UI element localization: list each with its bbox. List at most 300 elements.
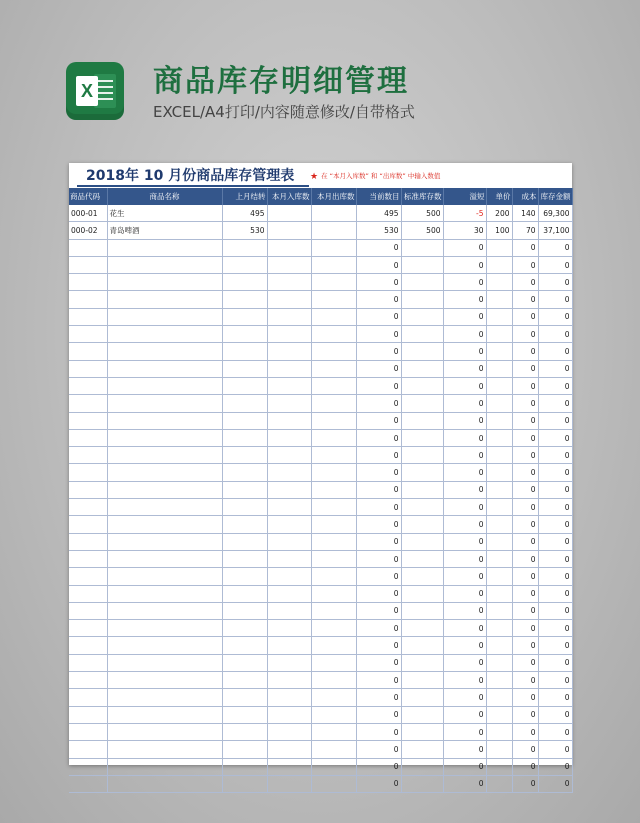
table-cell[interactable]: 37,100 bbox=[538, 222, 572, 239]
table-cell[interactable] bbox=[401, 308, 443, 325]
table-cell[interactable] bbox=[267, 741, 311, 758]
table-cell[interactable]: 0 bbox=[512, 499, 538, 516]
table-cell[interactable]: 495 bbox=[356, 205, 401, 222]
table-cell[interactable]: 0 bbox=[538, 360, 572, 377]
table-cell[interactable]: 0 bbox=[356, 481, 401, 498]
table-cell[interactable] bbox=[401, 758, 443, 775]
table-cell[interactable] bbox=[486, 533, 512, 550]
table-cell[interactable]: 0 bbox=[512, 620, 538, 637]
table-cell[interactable]: 0 bbox=[512, 706, 538, 723]
table-cell[interactable]: 0 bbox=[443, 326, 486, 343]
table-cell[interactable]: 0 bbox=[356, 429, 401, 446]
table-cell[interactable]: 0 bbox=[512, 360, 538, 377]
table-cell[interactable]: 70 bbox=[512, 222, 538, 239]
table-cell[interactable] bbox=[107, 447, 222, 464]
table-cell[interactable] bbox=[401, 343, 443, 360]
table-cell[interactable] bbox=[267, 620, 311, 637]
table-cell[interactable]: 0 bbox=[538, 620, 572, 637]
table-cell[interactable]: 0 bbox=[512, 741, 538, 758]
table-cell[interactable] bbox=[107, 360, 222, 377]
table-cell[interactable] bbox=[107, 689, 222, 706]
table-cell[interactable] bbox=[311, 360, 356, 377]
table-cell[interactable]: 0 bbox=[512, 689, 538, 706]
table-cell[interactable] bbox=[311, 775, 356, 792]
table-cell[interactable] bbox=[267, 758, 311, 775]
table-cell[interactable] bbox=[311, 568, 356, 585]
table-cell[interactable]: 0 bbox=[443, 464, 486, 481]
table-cell[interactable] bbox=[222, 308, 267, 325]
table-cell[interactable] bbox=[222, 326, 267, 343]
table-cell[interactable]: 0 bbox=[443, 620, 486, 637]
table-cell[interactable] bbox=[107, 499, 222, 516]
table-cell[interactable]: 200 bbox=[486, 205, 512, 222]
table-cell[interactable] bbox=[311, 516, 356, 533]
table-cell[interactable] bbox=[486, 568, 512, 585]
table-cell[interactable]: 0 bbox=[512, 637, 538, 654]
table-cell[interactable] bbox=[267, 672, 311, 689]
table-cell[interactable] bbox=[267, 637, 311, 654]
table-cell[interactable] bbox=[69, 464, 107, 481]
table-cell[interactable]: 0 bbox=[538, 343, 572, 360]
table-cell[interactable] bbox=[311, 308, 356, 325]
table-cell[interactable] bbox=[69, 326, 107, 343]
table-cell[interactable] bbox=[401, 620, 443, 637]
table-cell[interactable]: 0 bbox=[538, 775, 572, 792]
table-cell[interactable]: 0 bbox=[443, 550, 486, 567]
table-cell[interactable] bbox=[486, 464, 512, 481]
table-cell[interactable] bbox=[486, 481, 512, 498]
table-cell[interactable] bbox=[267, 464, 311, 481]
table-cell[interactable] bbox=[486, 689, 512, 706]
table-cell[interactable] bbox=[107, 412, 222, 429]
table-cell[interactable] bbox=[486, 706, 512, 723]
table-cell[interactable]: 0 bbox=[538, 395, 572, 412]
table-cell[interactable] bbox=[222, 568, 267, 585]
table-cell[interactable] bbox=[222, 256, 267, 273]
table-cell[interactable]: 0 bbox=[443, 447, 486, 464]
table-cell[interactable] bbox=[222, 239, 267, 256]
table-cell[interactable] bbox=[107, 481, 222, 498]
table-cell[interactable] bbox=[311, 741, 356, 758]
table-cell[interactable] bbox=[69, 775, 107, 792]
table-cell[interactable]: 0 bbox=[356, 637, 401, 654]
table-cell[interactable] bbox=[486, 256, 512, 273]
table-cell[interactable]: 0 bbox=[538, 637, 572, 654]
table-cell[interactable]: 0 bbox=[356, 308, 401, 325]
table-cell[interactable] bbox=[267, 585, 311, 602]
table-cell[interactable]: 0 bbox=[443, 602, 486, 619]
table-cell[interactable]: 0 bbox=[443, 499, 486, 516]
table-cell[interactable]: 0 bbox=[538, 723, 572, 740]
table-cell[interactable] bbox=[222, 637, 267, 654]
table-cell[interactable]: 0 bbox=[443, 741, 486, 758]
table-cell[interactable]: 0 bbox=[443, 672, 486, 689]
table-cell[interactable] bbox=[222, 343, 267, 360]
table-cell[interactable] bbox=[486, 360, 512, 377]
table-cell[interactable]: 500 bbox=[401, 205, 443, 222]
table-cell[interactable] bbox=[311, 689, 356, 706]
table-cell[interactable] bbox=[267, 326, 311, 343]
table-cell[interactable] bbox=[267, 689, 311, 706]
table-cell[interactable] bbox=[69, 741, 107, 758]
table-cell[interactable] bbox=[311, 447, 356, 464]
table-cell[interactable] bbox=[267, 412, 311, 429]
table-cell[interactable] bbox=[69, 360, 107, 377]
table-cell[interactable] bbox=[222, 758, 267, 775]
table-cell[interactable]: 0 bbox=[538, 274, 572, 291]
table-cell[interactable]: 0 bbox=[538, 741, 572, 758]
table-cell[interactable]: 0 bbox=[512, 291, 538, 308]
table-cell[interactable]: 花生 bbox=[107, 205, 222, 222]
table-cell[interactable] bbox=[401, 654, 443, 671]
table-cell[interactable]: 0 bbox=[512, 481, 538, 498]
table-cell[interactable] bbox=[222, 377, 267, 394]
table-cell[interactable] bbox=[311, 377, 356, 394]
table-cell[interactable] bbox=[401, 291, 443, 308]
table-cell[interactable] bbox=[401, 274, 443, 291]
table-cell[interactable] bbox=[486, 291, 512, 308]
table-cell[interactable]: 0 bbox=[443, 758, 486, 775]
table-cell[interactable]: 0 bbox=[443, 723, 486, 740]
table-cell[interactable]: 0 bbox=[538, 568, 572, 585]
table-cell[interactable]: 0 bbox=[356, 516, 401, 533]
table-cell[interactable]: 0 bbox=[538, 758, 572, 775]
table-cell[interactable]: 0 bbox=[443, 395, 486, 412]
table-cell[interactable] bbox=[69, 239, 107, 256]
table-cell[interactable] bbox=[486, 775, 512, 792]
table-cell[interactable] bbox=[486, 377, 512, 394]
table-cell[interactable] bbox=[107, 723, 222, 740]
table-cell[interactable]: 0 bbox=[443, 429, 486, 446]
table-cell[interactable]: 0 bbox=[538, 377, 572, 394]
table-cell[interactable]: 0 bbox=[538, 412, 572, 429]
table-cell[interactable] bbox=[222, 447, 267, 464]
table-cell[interactable] bbox=[311, 654, 356, 671]
table-cell[interactable]: 0 bbox=[512, 775, 538, 792]
table-cell[interactable]: 0 bbox=[538, 429, 572, 446]
table-cell[interactable] bbox=[267, 343, 311, 360]
table-cell[interactable] bbox=[486, 343, 512, 360]
table-cell[interactable] bbox=[107, 343, 222, 360]
table-cell[interactable]: 0 bbox=[356, 291, 401, 308]
table-cell[interactable]: 0 bbox=[443, 568, 486, 585]
table-cell[interactable] bbox=[107, 256, 222, 273]
table-cell[interactable] bbox=[107, 464, 222, 481]
table-cell[interactable] bbox=[486, 723, 512, 740]
table-cell[interactable]: 0 bbox=[443, 775, 486, 792]
table-cell[interactable]: 0 bbox=[356, 533, 401, 550]
table-cell[interactable] bbox=[69, 654, 107, 671]
table-cell[interactable]: 0 bbox=[443, 239, 486, 256]
table-cell[interactable]: 0 bbox=[356, 602, 401, 619]
table-cell[interactable] bbox=[69, 447, 107, 464]
table-cell[interactable]: 0 bbox=[443, 637, 486, 654]
table-cell[interactable] bbox=[222, 672, 267, 689]
table-cell[interactable] bbox=[267, 723, 311, 740]
table-cell[interactable] bbox=[107, 585, 222, 602]
table-cell[interactable] bbox=[222, 481, 267, 498]
table-cell[interactable] bbox=[267, 239, 311, 256]
table-cell[interactable] bbox=[401, 464, 443, 481]
table-cell[interactable] bbox=[267, 481, 311, 498]
table-cell[interactable] bbox=[69, 256, 107, 273]
table-cell[interactable] bbox=[311, 499, 356, 516]
table-cell[interactable] bbox=[107, 550, 222, 567]
table-cell[interactable]: 0 bbox=[512, 395, 538, 412]
table-cell[interactable] bbox=[401, 568, 443, 585]
table-cell[interactable] bbox=[311, 429, 356, 446]
table-cell[interactable] bbox=[222, 429, 267, 446]
table-cell[interactable]: 0 bbox=[443, 308, 486, 325]
table-cell[interactable] bbox=[267, 516, 311, 533]
table-cell[interactable] bbox=[311, 723, 356, 740]
table-cell[interactable] bbox=[69, 343, 107, 360]
table-cell[interactable] bbox=[69, 706, 107, 723]
table-cell[interactable] bbox=[69, 620, 107, 637]
table-cell[interactable]: 0 bbox=[538, 256, 572, 273]
table-cell[interactable]: 0 bbox=[443, 481, 486, 498]
table-cell[interactable] bbox=[401, 412, 443, 429]
table-cell[interactable]: 0 bbox=[443, 291, 486, 308]
table-cell[interactable] bbox=[311, 620, 356, 637]
table-cell[interactable] bbox=[222, 499, 267, 516]
table-cell[interactable] bbox=[311, 343, 356, 360]
table-cell[interactable] bbox=[486, 585, 512, 602]
table-cell[interactable] bbox=[401, 516, 443, 533]
table-cell[interactable] bbox=[401, 723, 443, 740]
table-cell[interactable] bbox=[107, 516, 222, 533]
table-cell[interactable]: 0 bbox=[512, 308, 538, 325]
table-cell[interactable] bbox=[267, 274, 311, 291]
table-cell[interactable]: 0 bbox=[512, 377, 538, 394]
table-cell[interactable]: 0 bbox=[512, 568, 538, 585]
table-cell[interactable]: 30 bbox=[443, 222, 486, 239]
table-cell[interactable]: 0 bbox=[356, 256, 401, 273]
table-cell[interactable]: 0 bbox=[512, 654, 538, 671]
table-cell[interactable]: 0 bbox=[443, 654, 486, 671]
table-cell[interactable]: 0 bbox=[538, 291, 572, 308]
table-cell[interactable] bbox=[267, 429, 311, 446]
table-cell[interactable] bbox=[69, 550, 107, 567]
table-cell[interactable] bbox=[69, 723, 107, 740]
table-cell[interactable] bbox=[401, 672, 443, 689]
table-cell[interactable] bbox=[222, 533, 267, 550]
table-cell[interactable] bbox=[486, 499, 512, 516]
table-cell[interactable] bbox=[267, 568, 311, 585]
table-cell[interactable] bbox=[267, 533, 311, 550]
table-cell[interactable]: 0 bbox=[443, 689, 486, 706]
table-cell[interactable]: 530 bbox=[222, 222, 267, 239]
table-cell[interactable] bbox=[486, 395, 512, 412]
table-cell[interactable] bbox=[69, 395, 107, 412]
table-cell[interactable] bbox=[69, 377, 107, 394]
table-cell[interactable] bbox=[486, 654, 512, 671]
table-cell[interactable] bbox=[107, 620, 222, 637]
table-cell[interactable] bbox=[222, 689, 267, 706]
table-cell[interactable] bbox=[486, 550, 512, 567]
table-cell[interactable]: 0 bbox=[538, 533, 572, 550]
table-cell[interactable] bbox=[107, 291, 222, 308]
table-cell[interactable]: 0 bbox=[443, 706, 486, 723]
table-cell[interactable]: 0 bbox=[356, 239, 401, 256]
table-cell[interactable] bbox=[107, 533, 222, 550]
table-cell[interactable] bbox=[107, 377, 222, 394]
table-cell[interactable] bbox=[222, 395, 267, 412]
table-cell[interactable] bbox=[311, 706, 356, 723]
table-cell[interactable] bbox=[69, 585, 107, 602]
table-cell[interactable]: 0 bbox=[538, 602, 572, 619]
table-cell[interactable]: 0 bbox=[538, 499, 572, 516]
table-cell[interactable] bbox=[69, 689, 107, 706]
table-cell[interactable]: 0 bbox=[538, 516, 572, 533]
table-cell[interactable]: 0 bbox=[356, 654, 401, 671]
table-cell[interactable] bbox=[311, 464, 356, 481]
table-cell[interactable] bbox=[107, 308, 222, 325]
table-cell[interactable] bbox=[401, 741, 443, 758]
table-cell[interactable] bbox=[222, 602, 267, 619]
table-cell[interactable] bbox=[401, 377, 443, 394]
table-cell[interactable] bbox=[107, 568, 222, 585]
table-cell[interactable]: 0 bbox=[356, 377, 401, 394]
table-cell[interactable]: 0 bbox=[443, 256, 486, 273]
table-cell[interactable]: 0 bbox=[538, 585, 572, 602]
table-cell[interactable]: 0 bbox=[538, 239, 572, 256]
table-cell[interactable]: 0 bbox=[512, 274, 538, 291]
table-cell[interactable] bbox=[311, 395, 356, 412]
table-cell[interactable] bbox=[69, 516, 107, 533]
table-cell[interactable] bbox=[69, 274, 107, 291]
table-cell[interactable] bbox=[401, 585, 443, 602]
table-cell[interactable] bbox=[267, 602, 311, 619]
table-cell[interactable] bbox=[486, 620, 512, 637]
table-cell[interactable]: 0 bbox=[512, 239, 538, 256]
table-cell[interactable] bbox=[69, 499, 107, 516]
table-cell[interactable] bbox=[267, 499, 311, 516]
table-cell[interactable] bbox=[401, 550, 443, 567]
table-cell[interactable]: 0 bbox=[512, 464, 538, 481]
table-cell[interactable] bbox=[311, 412, 356, 429]
table-cell[interactable]: 0 bbox=[512, 533, 538, 550]
table-cell[interactable] bbox=[69, 672, 107, 689]
table-cell[interactable]: 0 bbox=[512, 585, 538, 602]
table-cell[interactable] bbox=[267, 706, 311, 723]
table-cell[interactable] bbox=[311, 256, 356, 273]
table-cell[interactable]: -5 bbox=[443, 205, 486, 222]
table-cell[interactable] bbox=[311, 637, 356, 654]
table-cell[interactable] bbox=[107, 602, 222, 619]
table-cell[interactable] bbox=[222, 585, 267, 602]
table-cell[interactable] bbox=[486, 741, 512, 758]
table-cell[interactable] bbox=[107, 239, 222, 256]
table-cell[interactable]: 0 bbox=[356, 412, 401, 429]
table-cell[interactable] bbox=[267, 308, 311, 325]
table-cell[interactable]: 0 bbox=[538, 689, 572, 706]
table-cell[interactable] bbox=[311, 758, 356, 775]
table-cell[interactable]: 0 bbox=[512, 758, 538, 775]
table-cell[interactable]: 0 bbox=[443, 585, 486, 602]
table-cell[interactable]: 0 bbox=[512, 602, 538, 619]
table-cell[interactable]: 0 bbox=[356, 758, 401, 775]
table-cell[interactable]: 0 bbox=[356, 568, 401, 585]
table-cell[interactable] bbox=[107, 741, 222, 758]
table-cell[interactable] bbox=[401, 239, 443, 256]
table-cell[interactable] bbox=[311, 205, 356, 222]
table-cell[interactable]: 000-01 bbox=[69, 205, 107, 222]
table-cell[interactable] bbox=[486, 412, 512, 429]
table-cell[interactable] bbox=[486, 274, 512, 291]
table-cell[interactable]: 0 bbox=[443, 360, 486, 377]
table-cell[interactable]: 0 bbox=[443, 533, 486, 550]
table-cell[interactable] bbox=[401, 775, 443, 792]
table-cell[interactable]: 0 bbox=[356, 585, 401, 602]
table-cell[interactable]: 530 bbox=[356, 222, 401, 239]
table-cell[interactable] bbox=[69, 758, 107, 775]
table-cell[interactable]: 0 bbox=[443, 377, 486, 394]
table-cell[interactable]: 0 bbox=[356, 360, 401, 377]
table-cell[interactable]: 0 bbox=[356, 775, 401, 792]
table-cell[interactable]: 0 bbox=[538, 481, 572, 498]
table-cell[interactable] bbox=[69, 637, 107, 654]
table-cell[interactable] bbox=[69, 602, 107, 619]
table-cell[interactable] bbox=[222, 360, 267, 377]
table-cell[interactable] bbox=[107, 274, 222, 291]
table-cell[interactable] bbox=[311, 602, 356, 619]
table-cell[interactable]: 0 bbox=[356, 550, 401, 567]
table-cell[interactable] bbox=[311, 672, 356, 689]
table-cell[interactable] bbox=[107, 326, 222, 343]
table-cell[interactable]: 000-02 bbox=[69, 222, 107, 239]
table-cell[interactable] bbox=[486, 308, 512, 325]
table-cell[interactable] bbox=[486, 326, 512, 343]
table-cell[interactable]: 0 bbox=[356, 274, 401, 291]
table-cell[interactable] bbox=[311, 550, 356, 567]
table-cell[interactable]: 495 bbox=[222, 205, 267, 222]
table-cell[interactable] bbox=[486, 516, 512, 533]
table-cell[interactable]: 0 bbox=[512, 256, 538, 273]
table-cell[interactable] bbox=[401, 706, 443, 723]
table-cell[interactable] bbox=[69, 533, 107, 550]
table-cell[interactable]: 0 bbox=[356, 499, 401, 516]
table-cell[interactable] bbox=[401, 689, 443, 706]
table-cell[interactable] bbox=[401, 447, 443, 464]
table-cell[interactable]: 0 bbox=[512, 429, 538, 446]
table-cell[interactable]: 0 bbox=[538, 308, 572, 325]
table-cell[interactable] bbox=[107, 429, 222, 446]
table-cell[interactable]: 100 bbox=[486, 222, 512, 239]
table-cell[interactable]: 0 bbox=[512, 550, 538, 567]
table-cell[interactable]: 0 bbox=[538, 464, 572, 481]
table-cell[interactable]: 0 bbox=[538, 326, 572, 343]
table-cell[interactable] bbox=[401, 602, 443, 619]
table-cell[interactable] bbox=[267, 775, 311, 792]
table-cell[interactable] bbox=[267, 377, 311, 394]
table-cell[interactable]: 0 bbox=[443, 412, 486, 429]
table-cell[interactable] bbox=[222, 550, 267, 567]
table-cell[interactable] bbox=[222, 274, 267, 291]
table-cell[interactable] bbox=[267, 205, 311, 222]
table-cell[interactable] bbox=[222, 291, 267, 308]
table-cell[interactable] bbox=[311, 481, 356, 498]
table-cell[interactable]: 0 bbox=[512, 672, 538, 689]
table-cell[interactable]: 0 bbox=[356, 343, 401, 360]
table-cell[interactable]: 0 bbox=[356, 464, 401, 481]
table-cell[interactable] bbox=[222, 741, 267, 758]
table-cell[interactable] bbox=[311, 274, 356, 291]
table-cell[interactable] bbox=[311, 585, 356, 602]
table-cell[interactable] bbox=[222, 775, 267, 792]
table-cell[interactable]: 0 bbox=[356, 672, 401, 689]
table-cell[interactable]: 0 bbox=[538, 550, 572, 567]
